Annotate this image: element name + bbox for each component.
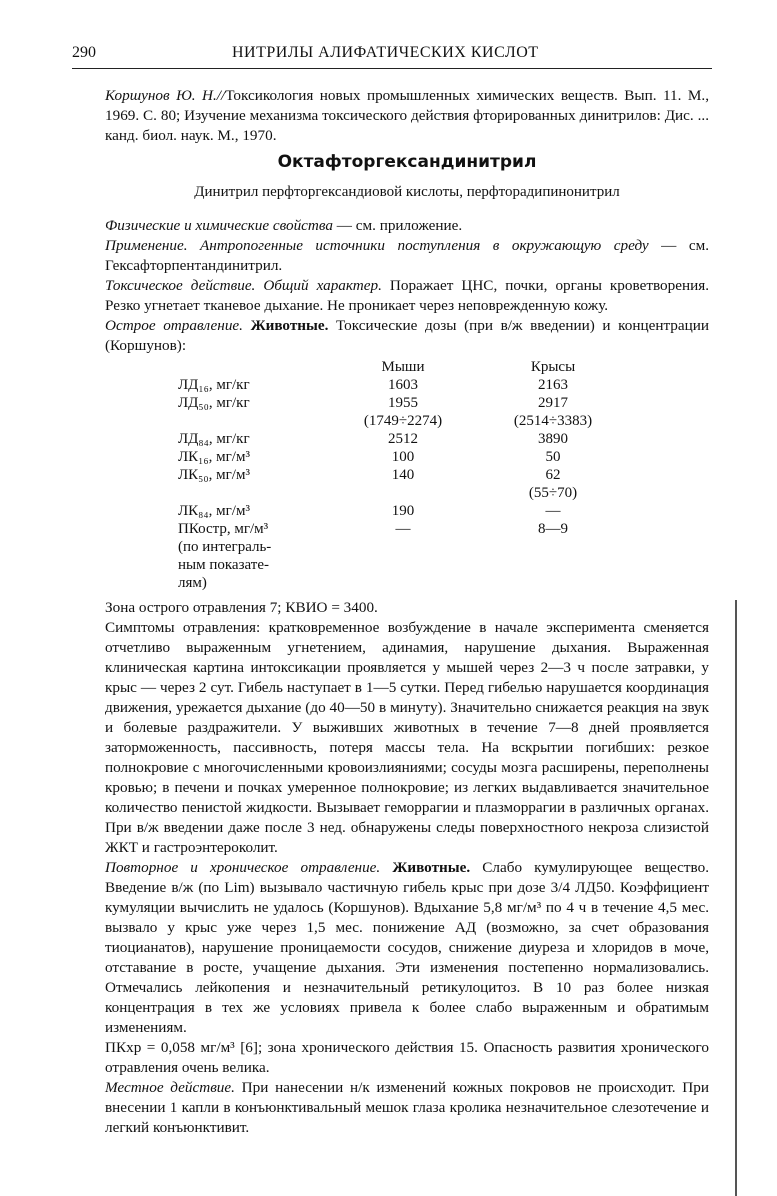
row-label: ЛК₁₆, мг/м³ (178, 449, 250, 465)
cell-rats: (2514÷3383) (513, 413, 593, 429)
cell-mice: (1749÷2274) (363, 413, 443, 429)
section-properties (105, 216, 709, 356)
cell-mice: — (395, 521, 411, 537)
page-number: 290 (72, 44, 96, 61)
cell-rats: 62 (545, 467, 561, 483)
row-label: ЛК₅₀, мг/м³ (178, 467, 250, 483)
toxicity-table (178, 358, 628, 592)
row-label: ЛД₅₀, мг/кг (178, 395, 250, 411)
cell-rats: — (545, 503, 561, 519)
row-label: ЛД₁₆, мг/кг (178, 377, 250, 393)
table-row (178, 556, 628, 574)
cell-mice: 1603 (388, 377, 418, 393)
row-label (178, 484, 328, 502)
synonyms: Динитрил перфторгександиовой кислоты, перфторадипинонитрил (194, 184, 620, 200)
cell-mice: 100 (391, 449, 415, 465)
substance-title: Октафторгександинитрил (277, 152, 537, 172)
row-label: (по интеграль- (178, 539, 272, 555)
table-row (178, 538, 628, 556)
cell-mice (328, 538, 478, 556)
cell-rats: 2917 (538, 395, 568, 411)
table-row (178, 412, 628, 430)
cell-mice: 140 (391, 467, 415, 483)
cell-mice: 190 (391, 503, 415, 519)
section-symptoms (105, 598, 709, 1138)
cell-rats (478, 556, 628, 574)
column-header-rats: Крысы (530, 359, 576, 375)
table-row (178, 448, 628, 466)
table-row (178, 502, 628, 520)
page-header (72, 44, 712, 69)
chronic-animals: Животные. (380, 859, 471, 876)
row-label: лям) (178, 575, 207, 591)
pk-text: ПКхр = 0,058 мг/м³ [6]; зона хронического действия 15. Опасность развития хронического отравления очень велика. (105, 1039, 709, 1076)
row-label: ЛД₈₄, мг/кг (178, 431, 250, 447)
table-row (178, 520, 628, 538)
table-row (178, 430, 628, 448)
table-row (178, 376, 628, 394)
reference-block (105, 86, 709, 146)
reference-author: Коршунов Ю. Н.// (105, 87, 226, 104)
symptoms-text: Симптомы отравления: кратковременное возбуждение в начале эксперимента сменяется отчетливо выраженным угнетением, адинамия, нарушение дыхания. Выраженная клиническая картина интоксикации проявляется у мышей через 2—3 ч после затравки, у крыс — через 2 сут. Гибель наступает в 1—5 сутки. Перед гибелью нарушается координация движения, урежается дыхание (до 40—50 в минуту). Значительно снижается реакция на звук и болевые раздражители. У выживших животных в течение 7—8 дней проявляется заторможенность, пассивность, потеря массы тела. На вскрытии погибших: резкое полнокровие с многочисленными кровоизлияниями; сосуды мозга расширены, переполнены кровью; в печени и почках умеренное полнокровие; из легких выдавливается значительное количество пенистой жидкости. Вызывает геморрагии и плазморрагии в различных органах. При в/ж введении даже после 3 нед. обнаружены следы поверхностного некроза слизистой ЖКТ и гастроэнтероколит. (105, 619, 709, 856)
table-header-row (178, 358, 628, 376)
toxicity-table-body (178, 376, 628, 592)
cell-rats (478, 574, 628, 592)
chronic-text: Слабо кумулирующее вещество. Введение в/ж (по Lim) вызывало частичную гибель крыс при дозе 3/4 ЛД50. Коэффициент кумуляции вычислить не удалось (Коршунов). Вдыхание 5,8 мг/м³ по 4 ч в течение 4,5 мес. вызвало у крыс уже через 1,5 мес. понижение АД (возможно, за счет образования тиоцианатов), нарушение проницаемости сосудов, снижение диуреза и хлоридов в моче, отставание в росте, учащение дыхания. Эти изменения постепенно нормализовались. Отмечались лейкопения и незначительный ретикулоцитоз. В 10 раз более низкая концентрация в тех же условиях привела к более слабо выраженным и обратимым изменениям. (105, 859, 709, 1036)
cell-mice: 1955 (388, 395, 418, 411)
cell-rats: (55÷70) (528, 485, 578, 501)
acute-animals: Животные. (242, 317, 329, 334)
tox-general-text: Поражает ЦНС, почки, органы кроветворения. Резко угнетает тканевое дыхание. Не проникает через неповрежденную кожу. (105, 277, 709, 314)
page-edge-line (735, 600, 737, 1196)
tox-general-label: Токсическое действие. Общий характер. (105, 277, 382, 294)
row-label: ПКостр, мг/м³ (178, 521, 269, 537)
row-label: ЛК₈₄, мг/м³ (178, 503, 250, 519)
cell-mice (328, 574, 478, 592)
local-label: Местное действие. (105, 1079, 235, 1096)
column-header-mice: Мыши (381, 359, 425, 375)
phys-label: Физические и химические свойства (105, 217, 333, 234)
local-text: При нанесении н/к изменений кожных покровов не происходит. При внесении 1 капли в конъюнктивальный мешок глаза кролика незначительное слезотечение и легкий конъюнктивит. (105, 1079, 709, 1136)
acute-text: Токсические дозы (при в/ж введении) и концентрации (Коршунов): (105, 317, 709, 354)
cell-rats: 50 (545, 449, 561, 465)
table-row (178, 466, 628, 484)
zone-text: Зона острого отравления 7; КВИО = 3400. (105, 599, 378, 616)
phys-text: — см. приложение. (332, 217, 463, 234)
cell-mice: 2512 (388, 431, 418, 447)
row-label: ным показате- (178, 557, 269, 573)
cell-mice (328, 484, 478, 502)
use-label: Применение. Антропогенные источники поступления в окружающую среду (105, 237, 649, 254)
cell-rats: 2163 (538, 377, 568, 393)
chronic-label: Повторное и хроническое отравление. (105, 859, 381, 876)
cell-rats: 3890 (538, 431, 568, 447)
acute-label: Острое отравление. (105, 317, 243, 334)
running-title: НИТРИЛЫ АЛИФАТИЧЕСКИХ КИСЛОТ (232, 44, 539, 61)
cell-mice (328, 556, 478, 574)
use-text: — см. Гексафторпентандинитрил. (105, 237, 709, 274)
row-label (178, 412, 328, 430)
cell-rats: 8—9 (538, 521, 568, 537)
table-row (178, 574, 628, 592)
cell-rats (478, 538, 628, 556)
table-row (178, 394, 628, 412)
table-row (178, 484, 628, 502)
reference-text: Токсикология новых промышленных химических веществ. Вып. 11. М., 1969. С. 80; Изучение механизма токсического действия фторированных динитрилов: Дис. ... канд. биол. наук. М., 1970. (105, 87, 709, 144)
